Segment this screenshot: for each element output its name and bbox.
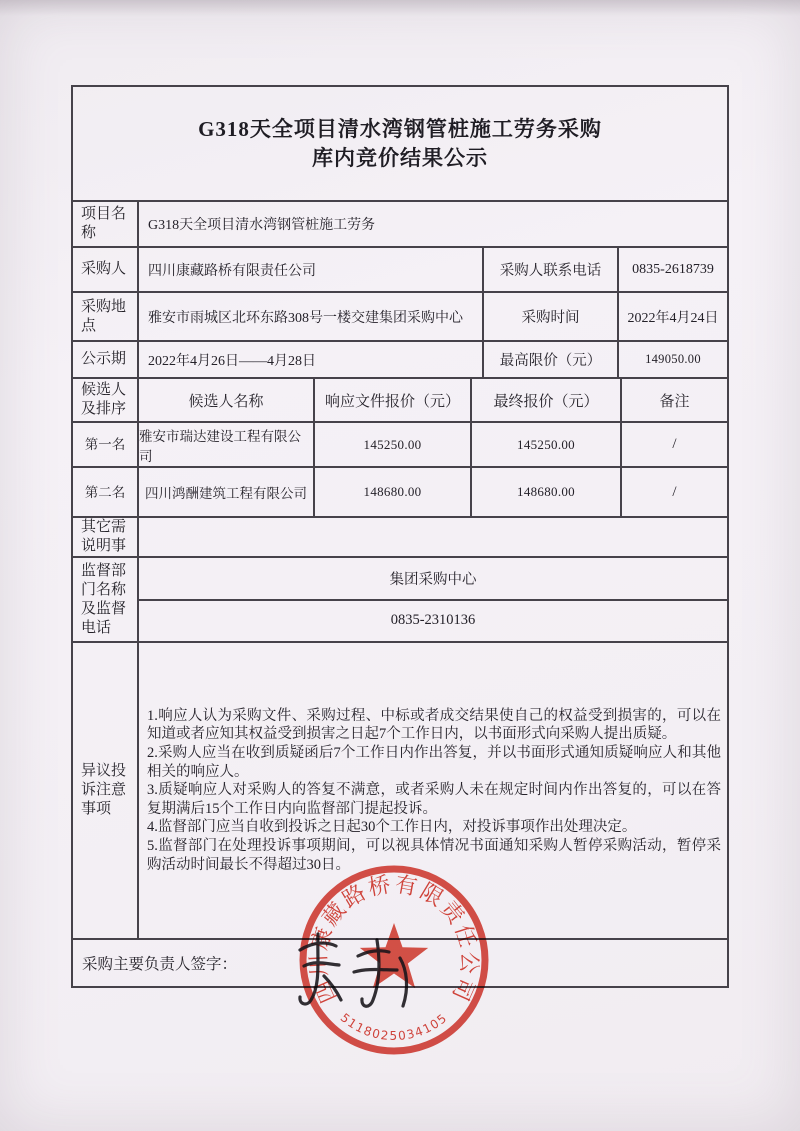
- project-name-value: G318天全项目清水湾钢管桩施工劳务: [137, 202, 727, 246]
- other-notes-label: 其它需说明事: [81, 519, 127, 554]
- other-notes-value: [137, 518, 727, 556]
- candidates-header-row: [73, 377, 727, 421]
- objection-item-3: 3.质疑响应人对采购人的答复不满意，或者采购人未在规定时间内作出答复的，可以在答复期满后15个工作日内向监督部门提起投诉。: [147, 782, 721, 817]
- title-line-1: G318天全项目清水湾钢管桩施工劳务采购: [198, 116, 602, 141]
- candidate-2-remark: /: [620, 468, 727, 516]
- page-title: [73, 87, 727, 200]
- row-location: [73, 291, 727, 340]
- candidate-1-name: 雅安市瑞达建设工程有限公司: [137, 423, 313, 466]
- signature-label: 采购主要负责人签字：: [82, 956, 238, 973]
- candidate-1-doc-price: 145250.00: [313, 423, 470, 466]
- col-header-rank: 候选人及排序: [81, 382, 127, 417]
- objection-item-4: 4.监督部门应当自收到投诉之日起30个工作日内，对投诉事项作出处理决定。: [147, 819, 637, 836]
- candidate-1-final-price: 145250.00: [470, 423, 620, 466]
- col-header-remark: 备注: [620, 379, 727, 421]
- supervision-label: 监督部门名称及监督电话: [81, 562, 127, 636]
- location-value: 雅安市雨城区北环东路308号一楼交建集团采购中心: [137, 293, 482, 340]
- purchaser-phone-value: 0835-2618739: [617, 248, 727, 291]
- col-header-name: 候选人名称: [137, 379, 313, 421]
- project-name-label: 项目名称: [81, 206, 127, 241]
- purchase-time-value: 2022年4月24日: [617, 293, 727, 340]
- max-price-value: 149050.00: [617, 342, 727, 377]
- purchaser-phone-label: 采购人联系电话: [482, 248, 617, 291]
- company-seal-stamp: [291, 857, 497, 1063]
- purchase-time-label: 采购时间: [482, 293, 617, 340]
- title-block: [73, 87, 727, 200]
- purchaser-value: 四川康藏路桥有限责任公司: [137, 248, 482, 291]
- supervision-department: 集团采购中心: [389, 571, 477, 588]
- max-price-label: 最高限价（元）: [482, 342, 617, 377]
- candidate-1-rank: 第一名: [84, 437, 126, 452]
- row-purchaser: [73, 246, 727, 291]
- objection-item-5: 5.监督部门在处理投诉事项期间，可以视具体情况书面通知采购人暂停采购活动，暂停采购活动时间最长不得超过30日。: [147, 837, 721, 873]
- col-header-doc-price: 响应文件报价（元）: [313, 379, 470, 421]
- candidate-row-1: [73, 421, 727, 466]
- period-value: 2022年4月26日——4月28日: [137, 342, 482, 377]
- supervision-values: [137, 558, 727, 641]
- period-label: 公示期: [81, 351, 127, 367]
- supervision-phone: 0835-2310136: [139, 599, 727, 642]
- candidate-2-doc-price: 148680.00: [313, 468, 470, 516]
- objection-item-1: 1.响应人认为采购文件、采购过程、中标或者成交结果使自己的权益受到损害的，可以在知道或者应知其权益受到损害之日起7个工作日内，以书面形式向采购人提出质疑。: [147, 707, 721, 743]
- purchaser-label: 采购人: [81, 261, 127, 277]
- candidate-1-remark: /: [620, 423, 727, 466]
- location-label: 采购地点: [81, 298, 127, 334]
- col-header-final-price: 最终报价（元）: [470, 379, 620, 421]
- candidate-2-rank: 第二名: [84, 484, 126, 500]
- candidate-2-name: 四川鸿酬建筑工程有限公司: [137, 468, 313, 516]
- seal-company-text: 四川康藏路桥有限责任公司: [305, 871, 483, 1007]
- seal-star-icon: [360, 923, 428, 988]
- announcement-table: [71, 85, 729, 988]
- objection-item-2: 2.采购人应当在收到质疑函后7个工作日内作出答复，并以书面形式通知质疑响应人和其他相关的响应人。: [147, 745, 721, 780]
- title-line-2: 库内竞价结果公示: [312, 145, 488, 170]
- objection-label: 异议投诉注意事项: [81, 763, 127, 817]
- candidate-row-2: [73, 466, 727, 516]
- row-publicity-period: [73, 340, 727, 377]
- row-supervision: [73, 556, 727, 641]
- candidate-2-final-price: 148680.00: [470, 468, 620, 516]
- seal-number-text: 5118025034105: [337, 1010, 451, 1044]
- row-other-notes: [73, 516, 727, 556]
- row-project-name: [73, 200, 727, 246]
